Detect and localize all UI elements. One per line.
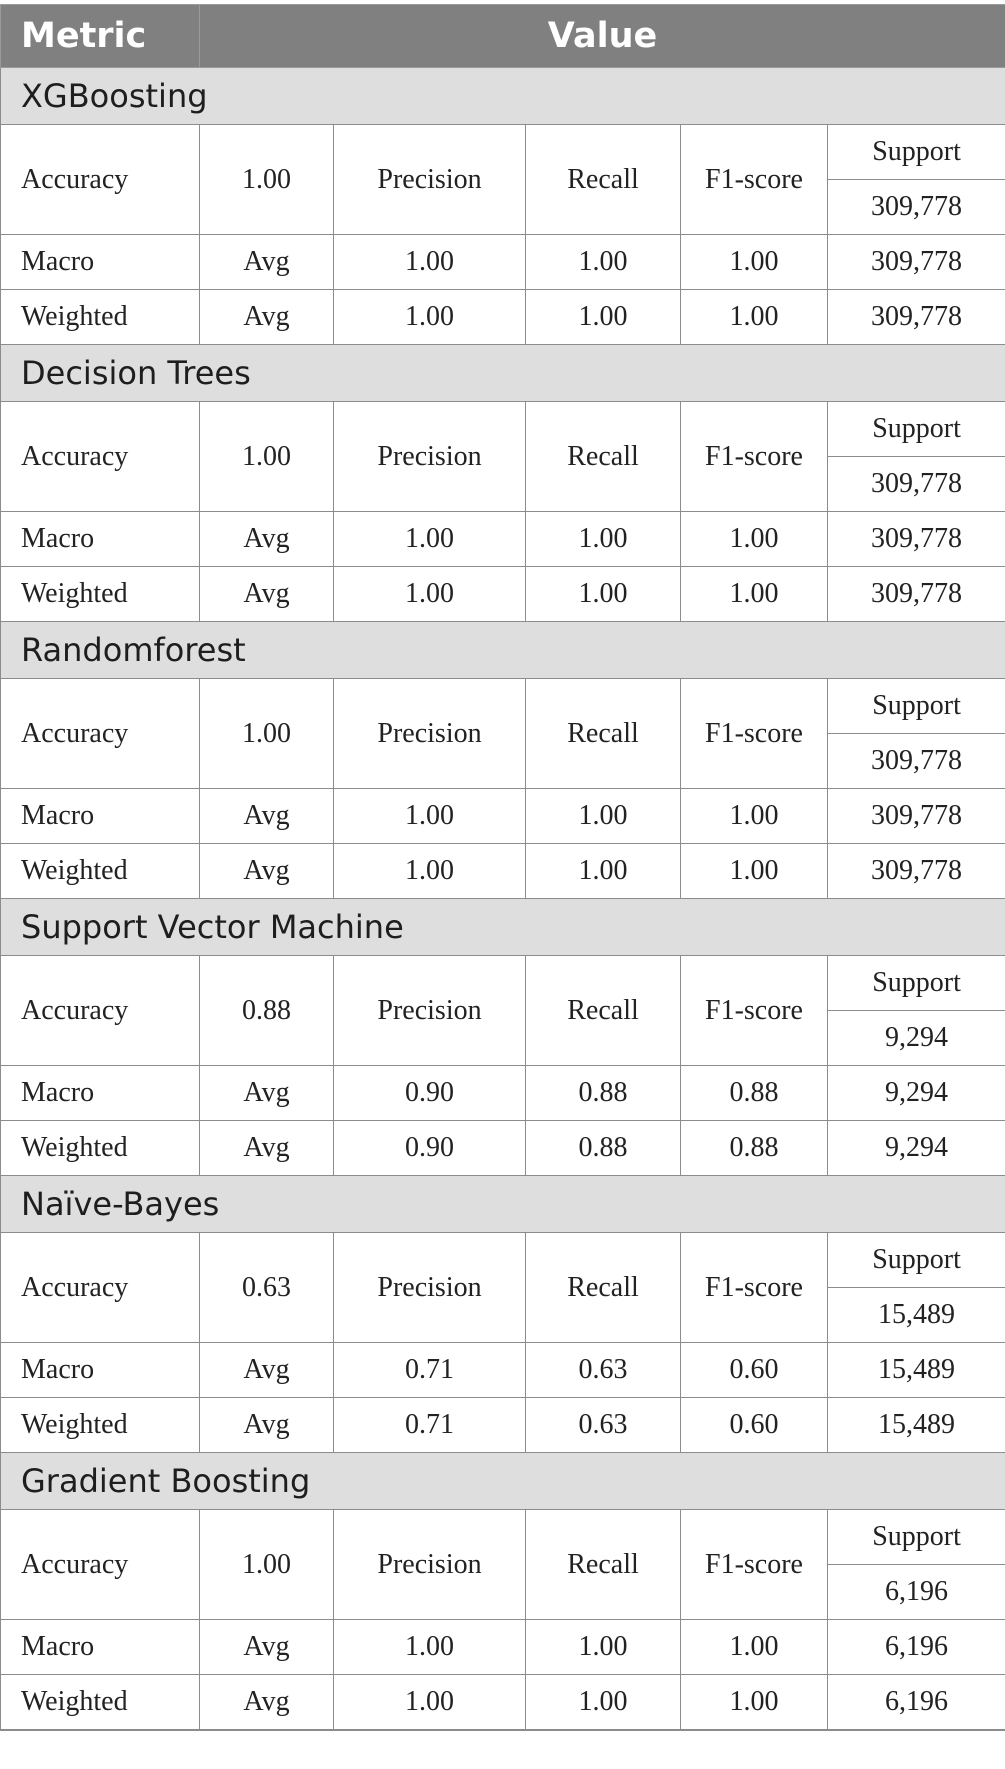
macro-avg-label: Avg bbox=[200, 235, 334, 290]
accuracy-row bbox=[1, 1510, 1005, 1565]
weighted-label: Weighted bbox=[1, 1121, 200, 1176]
support-heading: Support bbox=[828, 679, 1005, 734]
weighted-support: 309,778 bbox=[828, 567, 1005, 622]
macro-avg-row bbox=[1, 1343, 1005, 1398]
accuracy-support-value: 309,778 bbox=[828, 180, 1005, 235]
weighted-avg-row bbox=[1, 290, 1005, 345]
accuracy-support-value: 9,294 bbox=[828, 1011, 1005, 1066]
weighted-support: 6,196 bbox=[828, 1675, 1005, 1731]
accuracy-support-value: 15,489 bbox=[828, 1288, 1005, 1343]
accuracy-row bbox=[1, 402, 1005, 457]
section-header-gradient-boosting bbox=[1, 1453, 1005, 1510]
recall-heading: Recall bbox=[526, 1510, 681, 1620]
recall-heading: Recall bbox=[526, 125, 681, 235]
table-header-row bbox=[1, 5, 1005, 68]
macro-label: Macro bbox=[1, 1620, 200, 1675]
weighted-avg-row bbox=[1, 844, 1005, 899]
weighted-f1-score: 1.00 bbox=[681, 844, 828, 899]
weighted-f1-score: 1.00 bbox=[681, 567, 828, 622]
accuracy-label: Accuracy bbox=[1, 1510, 200, 1620]
macro-avg-label: Avg bbox=[200, 1620, 334, 1675]
macro-avg-row bbox=[1, 235, 1005, 290]
section-header-na-ve-bayes bbox=[1, 1176, 1005, 1233]
support-heading: Support bbox=[828, 956, 1005, 1011]
weighted-precision: 1.00 bbox=[334, 567, 526, 622]
section-header-support-vector-machine bbox=[1, 899, 1005, 956]
accuracy-label: Accuracy bbox=[1, 1233, 200, 1343]
macro-support: 6,196 bbox=[828, 1620, 1005, 1675]
weighted-label: Weighted bbox=[1, 844, 200, 899]
macro-precision: 0.90 bbox=[334, 1066, 526, 1121]
weighted-avg-label: Avg bbox=[200, 1121, 334, 1176]
accuracy-label: Accuracy bbox=[1, 956, 200, 1066]
section-title: Decision Trees bbox=[1, 345, 1005, 402]
macro-avg-row bbox=[1, 1066, 1005, 1121]
macro-support: 309,778 bbox=[828, 235, 1005, 290]
weighted-label: Weighted bbox=[1, 1398, 200, 1453]
weighted-avg-label: Avg bbox=[200, 1675, 334, 1731]
weighted-label: Weighted bbox=[1, 1675, 200, 1731]
macro-support: 309,778 bbox=[828, 789, 1005, 844]
weighted-f1-score: 0.88 bbox=[681, 1121, 828, 1176]
accuracy-row bbox=[1, 125, 1005, 180]
weighted-recall: 0.88 bbox=[526, 1121, 681, 1176]
precision-heading: Precision bbox=[334, 402, 526, 512]
macro-f1-score: 1.00 bbox=[681, 512, 828, 567]
weighted-support: 309,778 bbox=[828, 290, 1005, 345]
section-title: Randomforest bbox=[1, 622, 1005, 679]
macro-avg-row bbox=[1, 1620, 1005, 1675]
section-header-randomforest bbox=[1, 622, 1005, 679]
accuracy-row bbox=[1, 956, 1005, 1011]
f1-score-heading: F1-score bbox=[681, 956, 828, 1066]
accuracy-value: 1.00 bbox=[200, 679, 334, 789]
weighted-recall: 0.63 bbox=[526, 1398, 681, 1453]
precision-heading: Precision bbox=[334, 125, 526, 235]
weighted-avg-row bbox=[1, 567, 1005, 622]
f1-score-heading: F1-score bbox=[681, 1510, 828, 1620]
macro-avg-label: Avg bbox=[200, 1343, 334, 1398]
f1-score-heading: F1-score bbox=[681, 402, 828, 512]
accuracy-value: 1.00 bbox=[200, 402, 334, 512]
precision-heading: Precision bbox=[334, 956, 526, 1066]
macro-recall: 1.00 bbox=[526, 1620, 681, 1675]
macro-avg-label: Avg bbox=[200, 512, 334, 567]
weighted-support: 15,489 bbox=[828, 1398, 1005, 1453]
macro-precision: 1.00 bbox=[334, 235, 526, 290]
accuracy-label: Accuracy bbox=[1, 679, 200, 789]
accuracy-support-value: 6,196 bbox=[828, 1565, 1005, 1620]
accuracy-value: 1.00 bbox=[200, 1510, 334, 1620]
macro-f1-score: 0.60 bbox=[681, 1343, 828, 1398]
macro-f1-score: 1.00 bbox=[681, 235, 828, 290]
section-title: Naïve-Bayes bbox=[1, 1176, 1005, 1233]
weighted-precision: 1.00 bbox=[334, 844, 526, 899]
accuracy-row bbox=[1, 679, 1005, 734]
accuracy-support-value: 309,778 bbox=[828, 734, 1005, 789]
section-title: XGBoosting bbox=[1, 68, 1005, 125]
weighted-avg-label: Avg bbox=[200, 567, 334, 622]
f1-score-heading: F1-score bbox=[681, 125, 828, 235]
support-heading: Support bbox=[828, 1233, 1005, 1288]
macro-recall: 0.63 bbox=[526, 1343, 681, 1398]
macro-recall: 1.00 bbox=[526, 235, 681, 290]
f1-score-heading: F1-score bbox=[681, 1233, 828, 1343]
macro-label: Macro bbox=[1, 1066, 200, 1121]
precision-heading: Precision bbox=[334, 1510, 526, 1620]
precision-heading: Precision bbox=[334, 1233, 526, 1343]
macro-f1-score: 1.00 bbox=[681, 789, 828, 844]
support-heading: Support bbox=[828, 402, 1005, 457]
weighted-avg-row bbox=[1, 1121, 1005, 1176]
metrics-table bbox=[0, 4, 1005, 1731]
weighted-recall: 1.00 bbox=[526, 567, 681, 622]
macro-f1-score: 1.00 bbox=[681, 1620, 828, 1675]
macro-support: 9,294 bbox=[828, 1066, 1005, 1121]
table-body bbox=[1, 68, 1005, 1731]
macro-precision: 0.71 bbox=[334, 1343, 526, 1398]
macro-support: 309,778 bbox=[828, 512, 1005, 567]
recall-heading: Recall bbox=[526, 679, 681, 789]
weighted-precision: 1.00 bbox=[334, 290, 526, 345]
weighted-f1-score: 1.00 bbox=[681, 1675, 828, 1731]
weighted-label: Weighted bbox=[1, 567, 200, 622]
weighted-support: 309,778 bbox=[828, 844, 1005, 899]
recall-heading: Recall bbox=[526, 956, 681, 1066]
weighted-label: Weighted bbox=[1, 290, 200, 345]
weighted-avg-label: Avg bbox=[200, 844, 334, 899]
macro-precision: 1.00 bbox=[334, 512, 526, 567]
macro-label: Macro bbox=[1, 512, 200, 567]
weighted-recall: 1.00 bbox=[526, 844, 681, 899]
macro-recall: 1.00 bbox=[526, 512, 681, 567]
weighted-precision: 0.90 bbox=[334, 1121, 526, 1176]
weighted-precision: 0.71 bbox=[334, 1398, 526, 1453]
f1-score-heading: F1-score bbox=[681, 679, 828, 789]
macro-avg-row bbox=[1, 789, 1005, 844]
macro-label: Macro bbox=[1, 789, 200, 844]
macro-avg-label: Avg bbox=[200, 1066, 334, 1121]
weighted-avg-row bbox=[1, 1675, 1005, 1731]
weighted-f1-score: 0.60 bbox=[681, 1398, 828, 1453]
macro-avg-label: Avg bbox=[200, 789, 334, 844]
accuracy-value: 0.88 bbox=[200, 956, 334, 1066]
macro-support: 15,489 bbox=[828, 1343, 1005, 1398]
accuracy-support-value: 309,778 bbox=[828, 457, 1005, 512]
recall-heading: Recall bbox=[526, 1233, 681, 1343]
weighted-avg-label: Avg bbox=[200, 290, 334, 345]
accuracy-row bbox=[1, 1233, 1005, 1288]
support-heading: Support bbox=[828, 125, 1005, 180]
accuracy-value: 0.63 bbox=[200, 1233, 334, 1343]
macro-precision: 1.00 bbox=[334, 789, 526, 844]
accuracy-label: Accuracy bbox=[1, 125, 200, 235]
weighted-recall: 1.00 bbox=[526, 1675, 681, 1731]
weighted-avg-row bbox=[1, 1398, 1005, 1453]
section-header-decision-trees bbox=[1, 345, 1005, 402]
value-column-header: Value bbox=[200, 5, 1005, 68]
section-title: Support Vector Machine bbox=[1, 899, 1005, 956]
section-title: Gradient Boosting bbox=[1, 1453, 1005, 1510]
macro-avg-row bbox=[1, 512, 1005, 567]
recall-heading: Recall bbox=[526, 402, 681, 512]
weighted-precision: 1.00 bbox=[334, 1675, 526, 1731]
support-heading: Support bbox=[828, 1510, 1005, 1565]
weighted-f1-score: 1.00 bbox=[681, 290, 828, 345]
macro-f1-score: 0.88 bbox=[681, 1066, 828, 1121]
macro-recall: 1.00 bbox=[526, 789, 681, 844]
macro-recall: 0.88 bbox=[526, 1066, 681, 1121]
precision-heading: Precision bbox=[334, 679, 526, 789]
macro-label: Macro bbox=[1, 1343, 200, 1398]
metric-column-header: Metric bbox=[1, 5, 200, 68]
macro-label: Macro bbox=[1, 235, 200, 290]
weighted-support: 9,294 bbox=[828, 1121, 1005, 1176]
macro-precision: 1.00 bbox=[334, 1620, 526, 1675]
weighted-avg-label: Avg bbox=[200, 1398, 334, 1453]
accuracy-value: 1.00 bbox=[200, 125, 334, 235]
section-header-xgboosting bbox=[1, 68, 1005, 125]
weighted-recall: 1.00 bbox=[526, 290, 681, 345]
accuracy-label: Accuracy bbox=[1, 402, 200, 512]
